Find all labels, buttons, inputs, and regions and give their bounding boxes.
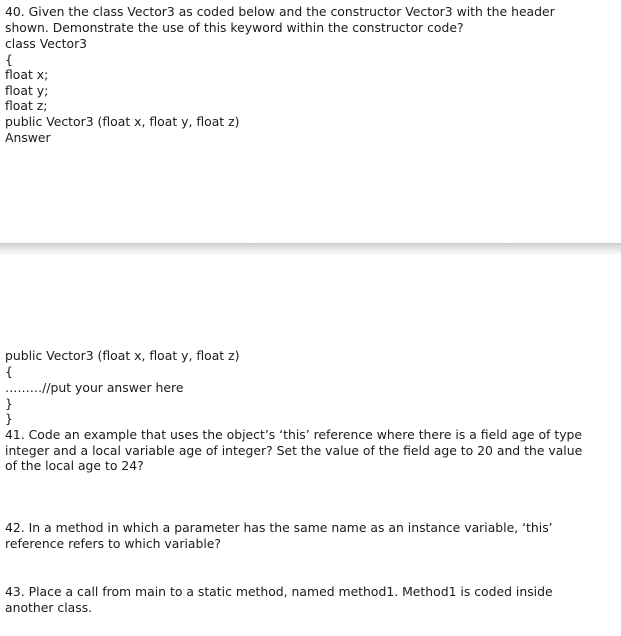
question-43-text-line: 43. Place a call from main to a static method, named method1. Method1 is coded inside xyxy=(5,584,553,599)
answer-placeholder: ………//put your answer here xyxy=(5,380,184,395)
code-line: { xyxy=(5,52,13,67)
code-line: class Vector3 xyxy=(5,36,88,51)
question-42-text-line: 42. In a method in which a parameter has the same name as an instance variable, ‘this’ xyxy=(5,520,553,535)
code-line: float z; xyxy=(5,98,48,113)
code-line: float y; xyxy=(5,83,49,98)
question-41-text-line: of the local age to 24? xyxy=(5,458,144,473)
question-43-text-line: another class. xyxy=(5,600,93,615)
code-line: public Vector3 (float x, float y, float z) xyxy=(5,114,240,129)
question-41-text-line: 41. Code an example that uses the object’s ‘this’ reference where there is a field age of type xyxy=(5,427,583,442)
code-line: public Vector3 (float x, float y, float z) xyxy=(5,348,240,363)
code-line: } xyxy=(5,411,13,426)
question-42-text-line: reference refers to which variable? xyxy=(5,536,221,551)
question-40-text-line: 40. Given the class Vector3 as coded below and the constructor Vector3 with the header xyxy=(5,4,555,19)
code-line: } xyxy=(5,396,13,411)
code-line: float x; xyxy=(5,67,49,82)
section-divider xyxy=(0,243,621,254)
answer-label: Answer xyxy=(5,130,51,145)
question-41-text-line: integer and a local variable age of integer? Set the value of the field age to 20 and the value xyxy=(5,443,583,458)
question-40-text-line: shown. Demonstrate the use of this keyword within the constructor code? xyxy=(5,20,464,35)
code-line: { xyxy=(5,364,13,379)
